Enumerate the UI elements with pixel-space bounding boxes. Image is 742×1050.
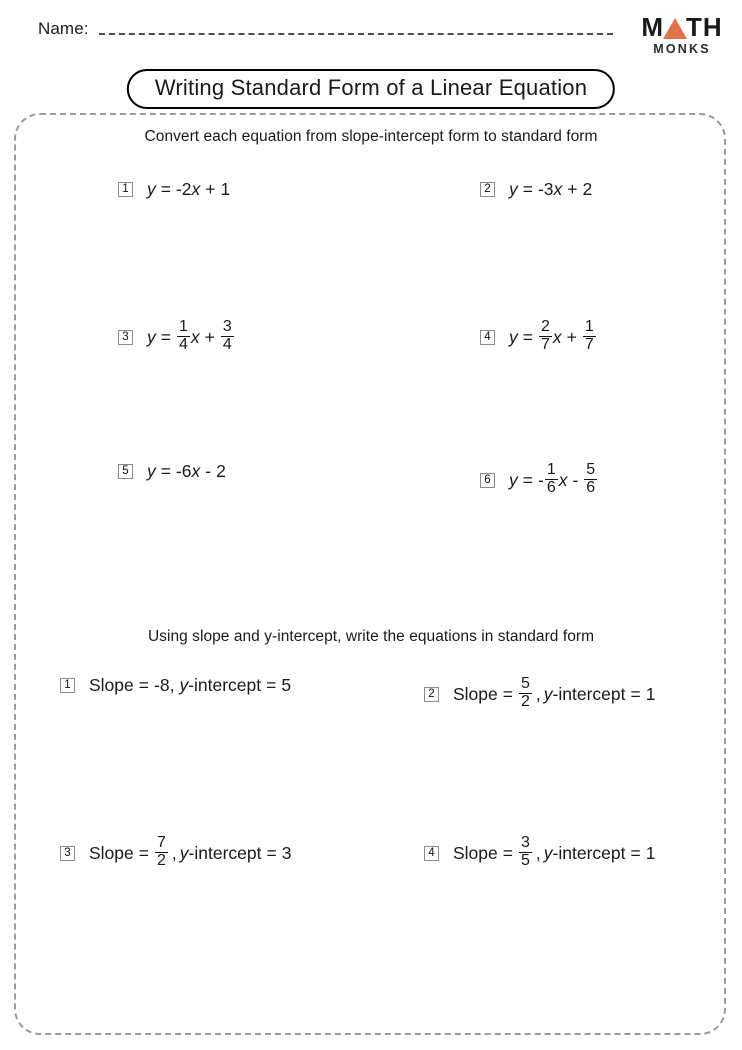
slope-label: Slope	[453, 683, 498, 704]
x-variable: x	[190, 326, 200, 347]
fraction-numerator: 5	[521, 675, 530, 692]
problem-number-box: 1	[60, 678, 75, 693]
intercept-value: 3	[281, 842, 292, 863]
mathmonks-logo	[636, 14, 728, 56]
slope-label: Slope	[453, 842, 498, 863]
lhs-variable: y	[147, 461, 156, 481]
problem-1-3	[118, 320, 235, 355]
x-variable: x	[553, 179, 563, 199]
intercept-fraction	[583, 319, 596, 354]
lhs-variable: y	[509, 326, 518, 347]
logo-letters-th: TH	[686, 12, 723, 42]
operator-sign: -	[205, 461, 212, 481]
lhs-variable: y	[509, 469, 518, 490]
section-1-heading: Convert each equation from slope-intercept form to standard form	[144, 128, 598, 145]
slope-negative-sign: -	[537, 469, 544, 490]
problem-number-box: 6	[480, 473, 495, 488]
x-variable: x	[552, 326, 562, 347]
y-variable: y	[543, 683, 553, 704]
slope-coefficient: -2	[175, 179, 192, 199]
problem-number-box: 4	[480, 330, 495, 345]
intercept-label: -intercept	[552, 842, 626, 863]
problem-number-box: 3	[118, 330, 133, 345]
logo-subtitle: MONKS	[653, 42, 711, 56]
problem-2-4	[424, 836, 655, 871]
name-label: Name:	[38, 19, 89, 38]
equation-expression	[147, 320, 235, 355]
fraction-denominator: 2	[157, 851, 166, 869]
operator-sign: +	[204, 326, 215, 347]
fraction-numerator: 1	[178, 318, 188, 335]
page-title: Writing Standard Form of a Linear Equation	[127, 69, 615, 109]
comma-separator: ,	[535, 683, 541, 704]
problem-1-5	[118, 463, 226, 481]
fraction-denominator: 6	[586, 478, 596, 496]
slope-label: Slope	[89, 675, 134, 695]
page-header	[0, 0, 742, 62]
intercept-label: -intercept	[188, 842, 262, 863]
intercept-label: -intercept	[552, 683, 626, 704]
intercept-value: 2	[582, 179, 593, 199]
lhs-variable: y	[147, 326, 156, 347]
equals-sign: =	[630, 683, 641, 704]
equals-sign: =	[138, 675, 149, 695]
intercept-fraction	[584, 462, 597, 497]
problem-2-3	[60, 836, 291, 871]
equation-expression	[509, 463, 598, 498]
equals-sign: =	[266, 675, 277, 695]
operator-sign: +	[567, 179, 578, 199]
slope-fraction	[539, 319, 552, 354]
slope-fraction	[519, 676, 532, 711]
slope-value: -8	[154, 675, 170, 695]
x-variable: x	[558, 469, 568, 490]
equation-expression	[509, 320, 597, 355]
fraction-numerator: 3	[222, 318, 232, 335]
y-variable: y	[179, 842, 189, 863]
slope-intercept-statement	[89, 836, 291, 871]
fraction-numerator: 2	[540, 318, 550, 335]
slope-intercept-statement	[89, 677, 291, 695]
intercept-value: 2	[216, 461, 226, 481]
fraction-denominator: 4	[222, 335, 232, 353]
problem-number-box: 3	[60, 846, 75, 861]
y-variable: y	[179, 675, 189, 695]
problem-2-1	[60, 677, 291, 695]
fraction-numerator: 7	[157, 834, 166, 851]
fraction-denominator: 2	[521, 692, 530, 710]
equation-expression	[147, 463, 226, 481]
fraction-denominator: 7	[584, 335, 594, 353]
problem-1-6	[480, 463, 598, 498]
slope-fraction	[177, 319, 190, 354]
equals-sign: =	[160, 461, 171, 481]
operator-sign: -	[572, 469, 579, 490]
problem-1-4	[480, 320, 597, 355]
operator-sign: +	[205, 179, 216, 199]
equation-expression	[147, 181, 230, 199]
equals-sign: =	[630, 842, 641, 863]
slope-coefficient: -6	[175, 461, 192, 481]
x-variable: x	[191, 179, 201, 199]
worksheet-frame	[14, 113, 726, 1035]
problem-number-box: 5	[118, 464, 133, 479]
slope-label: Slope	[89, 842, 134, 863]
equals-sign: =	[522, 326, 533, 347]
equals-sign: =	[160, 179, 171, 199]
x-variable: x	[191, 461, 201, 481]
fraction-denominator: 4	[178, 335, 188, 353]
slope-fraction	[155, 835, 168, 870]
name-field-row	[38, 20, 613, 37]
logo-letter-m: M	[641, 12, 664, 42]
intercept-value: 1	[220, 179, 231, 199]
intercept-value: 1	[645, 842, 656, 863]
intercept-value: 1	[645, 683, 656, 704]
problem-number-box: 1	[118, 182, 133, 197]
section-2-heading	[0, 628, 742, 646]
fraction-numerator: 3	[521, 834, 530, 851]
fraction-numerator: 1	[546, 461, 556, 478]
logo-wordmark	[636, 14, 728, 40]
logo-triangle-a-icon	[663, 18, 687, 39]
problem-number-box: 2	[480, 182, 495, 197]
name-write-line[interactable]	[99, 32, 613, 35]
fraction-denominator: 5	[521, 851, 530, 869]
fraction-denominator: 7	[540, 335, 550, 353]
slope-fraction	[545, 462, 558, 497]
slope-coefficient: -3	[537, 179, 554, 199]
equals-sign: =	[522, 179, 533, 199]
equals-sign: =	[502, 683, 513, 704]
fraction-numerator: 5	[586, 461, 596, 478]
section-2-heading-text: Using slope and y-intercept, write the equations in standard form	[147, 628, 595, 645]
slope-intercept-statement	[453, 677, 655, 712]
slope-fraction	[519, 835, 532, 870]
lhs-variable: y	[509, 179, 518, 199]
problem-1-2	[480, 181, 592, 199]
equals-sign: =	[160, 326, 171, 347]
comma-separator: ,	[171, 842, 177, 863]
intercept-fraction	[221, 319, 234, 354]
lhs-variable: y	[147, 179, 156, 199]
intercept-label: -intercept	[188, 675, 262, 695]
comma-separator: ,	[169, 675, 175, 695]
fraction-numerator: 1	[584, 318, 594, 335]
problem-number-box: 4	[424, 846, 439, 861]
equals-sign: =	[138, 842, 149, 863]
equals-sign: =	[266, 842, 277, 863]
problem-1-1	[118, 181, 230, 199]
equals-sign: =	[522, 469, 533, 490]
equation-expression	[509, 181, 592, 199]
intercept-value: 5	[281, 675, 292, 695]
problem-number-box: 2	[424, 687, 439, 702]
slope-intercept-statement	[453, 836, 655, 871]
problem-2-2	[424, 677, 655, 712]
operator-sign: +	[566, 326, 577, 347]
equals-sign: =	[502, 842, 513, 863]
fraction-denominator: 6	[546, 478, 556, 496]
comma-separator: ,	[535, 842, 541, 863]
y-variable: y	[543, 842, 553, 863]
